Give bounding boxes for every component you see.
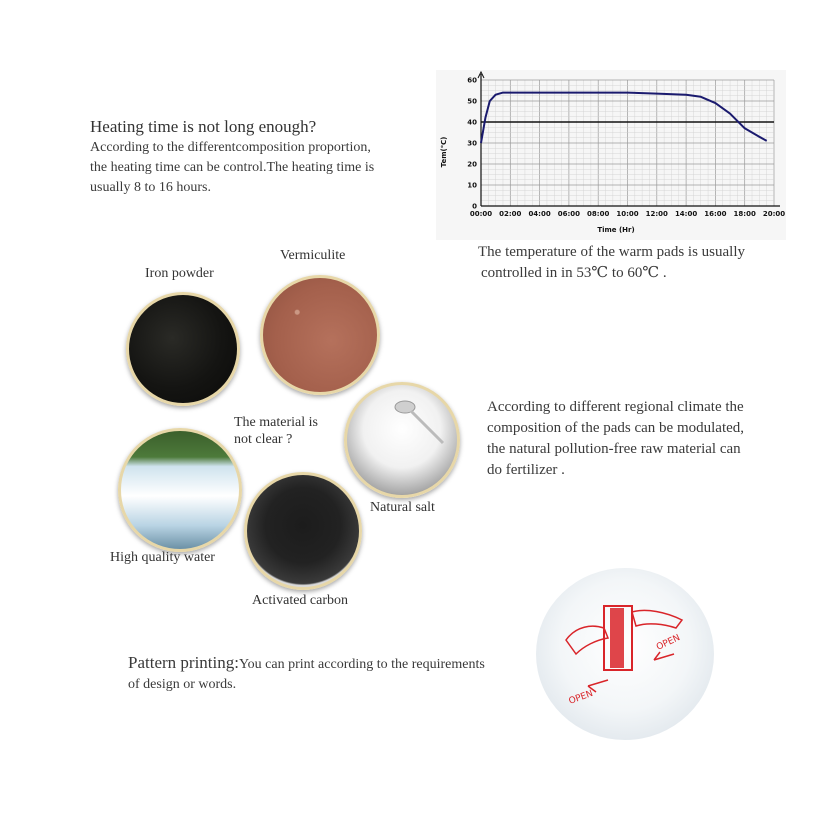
y-tick-label: 10 [467, 181, 477, 190]
climate-paragraph [487, 397, 807, 481]
y-tick-label: 60 [467, 76, 477, 85]
heating-line-2: the heating time can be control.The heating time is [90, 160, 375, 175]
x-tick-label: 04:00 [528, 210, 551, 218]
x-tick-label: 12:00 [645, 210, 668, 218]
heating-section [90, 116, 430, 198]
water-image [118, 428, 242, 552]
x-tick-label: 16:00 [704, 210, 727, 218]
label-vermiculite: Vermiculite [280, 248, 346, 263]
label-iron-powder: Iron powder [145, 266, 214, 281]
question-line-1: The material is [234, 415, 318, 430]
iron-powder-image [126, 292, 240, 406]
chart-caption-line-1: The temperature of the warm pads is usually [478, 244, 745, 260]
vermiculite-image [260, 275, 380, 395]
heating-title: Heating time is not long enough? [90, 117, 317, 136]
climate-line-3: the natural pollution-free raw material can [487, 441, 741, 457]
y-tick-label: 20 [467, 160, 477, 169]
chart-caption-line-2: controlled in in 53℃ to 60℃ . [481, 265, 667, 281]
x-tick-label: 20:00 [762, 210, 786, 218]
open-label-2: OPEN [567, 688, 595, 707]
climate-line-1: According to different regional climate the [487, 399, 744, 415]
climate-line-4: do fertilizer . [487, 462, 565, 478]
x-tick-label: 00:00 [469, 210, 493, 218]
heating-line-1: According to the differentcomposition proportion, [90, 140, 371, 155]
temperature-chart [436, 70, 786, 240]
printing-line-1 [128, 653, 548, 675]
spoon-icon [347, 385, 457, 495]
y-tick-label: 40 [467, 118, 477, 127]
x-tick-label: 06:00 [557, 210, 581, 218]
activated-carbon-image [244, 472, 362, 590]
label-natural-salt: Natural salt [370, 500, 435, 515]
chart-caption [478, 242, 798, 284]
question-line-2: not clear ? [234, 432, 293, 447]
x-tick-label: 02:00 [499, 210, 522, 218]
natural-salt-image [344, 382, 460, 498]
chart-grid [481, 80, 774, 206]
x-tick-label: 14:00 [674, 210, 698, 218]
x-tick-label: 18:00 [733, 210, 756, 218]
label-activated-carbon: Activated carbon [252, 593, 349, 608]
printing-line-2: of design or words. [128, 677, 237, 692]
climate-line-2: composition of the pads can be modulated, [487, 420, 745, 436]
y-tick-label: 50 [467, 97, 477, 106]
y-tick-label: 0 [472, 202, 477, 211]
printing-text-1: You can print according to the requirements [238, 657, 485, 672]
open-label-1: OPEN [655, 633, 682, 653]
y-tick-label: 30 [467, 139, 477, 148]
x-axis-label: Time (Hr) [597, 226, 635, 234]
printing-section [128, 653, 548, 695]
x-tick-label: 08:00 [587, 210, 610, 218]
label-water: High quality water [110, 550, 215, 565]
warm-pad-image [536, 568, 714, 740]
y-axis-label: Tem(℃) [440, 136, 448, 168]
label-question [234, 414, 318, 448]
heating-line-3: usually 8 to 16 hours. [90, 180, 211, 195]
x-tick-label: 10:00 [616, 210, 639, 218]
printing-label: Pattern printing: [128, 653, 239, 672]
open-instruction-icon [536, 568, 714, 740]
